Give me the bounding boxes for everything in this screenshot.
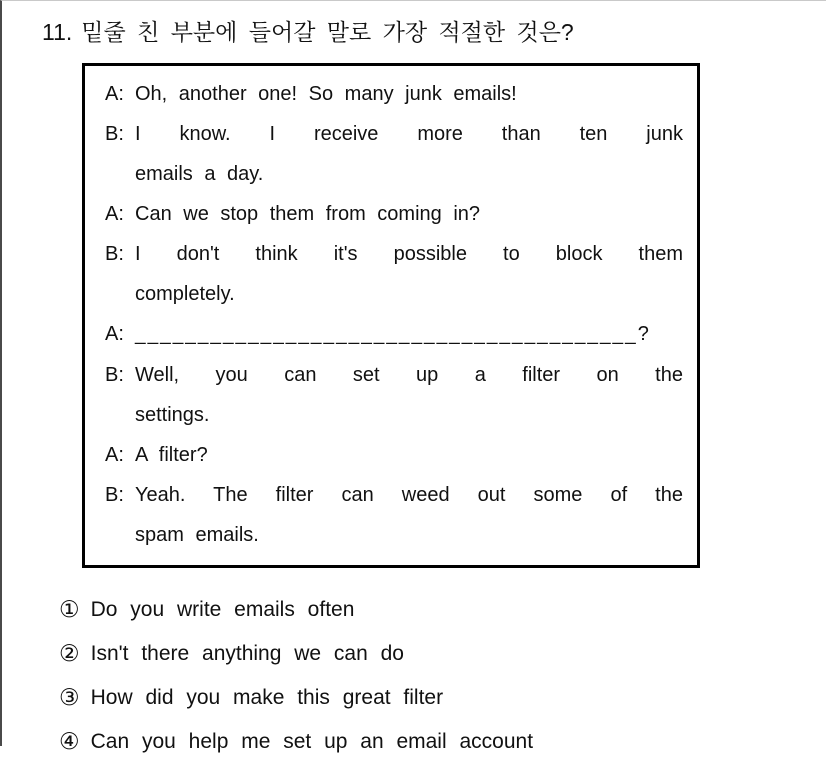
dialogue-text: emails a day.: [135, 163, 264, 185]
choice-option-2[interactable]: [59, 631, 533, 675]
choice-text: Isn't there anything we can do: [90, 642, 404, 665]
dialogue-line: [105, 234, 683, 274]
speaker-label: A:: [105, 323, 124, 345]
choice-marker: ②: [59, 640, 80, 666]
answer-blank: ________________________________________: [135, 324, 638, 345]
choice-marker: ①: [59, 596, 80, 622]
speaker-label: A:: [105, 83, 124, 105]
speaker-label: B:: [105, 484, 124, 506]
answer-choices: [59, 587, 533, 763]
speaker-label: B:: [105, 364, 124, 386]
dialogue-line: [105, 74, 683, 114]
dialogue-line: [105, 515, 683, 555]
dialogue-text: Well, you can set up a filter on the: [135, 364, 683, 386]
choice-option-1[interactable]: [59, 587, 533, 631]
dialogue-text: I know. I receive more than ten junk: [135, 123, 683, 145]
choice-text: Can you help me set up an email account: [90, 730, 534, 753]
question-header: [42, 14, 574, 47]
dialogue-text: completely.: [135, 283, 235, 305]
speaker-label: B:: [105, 243, 124, 265]
dialogue-text: A filter?: [135, 444, 208, 466]
choice-marker: ③: [59, 684, 80, 710]
dialogue-line: [105, 114, 683, 154]
dialogue-text: Yeah. The filter can weed out some of the: [135, 484, 683, 506]
choice-option-3[interactable]: [59, 675, 533, 719]
question-prompt: 밑줄 친 부분에 들어갈 말로 가장 적절한 것은?: [81, 19, 574, 45]
dialogue-line: [105, 194, 683, 234]
dialogue-line: [105, 355, 683, 395]
dialogue-text: spam emails.: [135, 524, 259, 546]
dialogue-line: [105, 154, 683, 194]
speaker-label: A:: [105, 203, 124, 225]
dialogue-line: [105, 314, 683, 355]
dialogue-text: I don't think it's possible to block them: [135, 243, 683, 265]
dialogue-line: [105, 274, 683, 314]
dialogue-line: [105, 395, 683, 435]
choice-text: Do you write emails often: [90, 598, 355, 621]
blank-question-mark: ?: [637, 323, 649, 345]
choice-option-4[interactable]: [59, 719, 533, 763]
dialogue-text: Can we stop them from coming in?: [135, 203, 481, 225]
dialogue-text: settings.: [135, 404, 210, 426]
choice-marker: ④: [59, 728, 80, 754]
dialogue-text: Oh, another one! So many junk emails!: [135, 83, 517, 105]
dialogue-line: [105, 475, 683, 515]
dialogue-box: [82, 63, 700, 568]
speaker-label: B:: [105, 123, 124, 145]
question-number: 11.: [42, 19, 73, 45]
dialogue-line: [105, 435, 683, 475]
speaker-label: A:: [105, 444, 124, 466]
choice-text: How did you make this great filter: [90, 686, 444, 709]
